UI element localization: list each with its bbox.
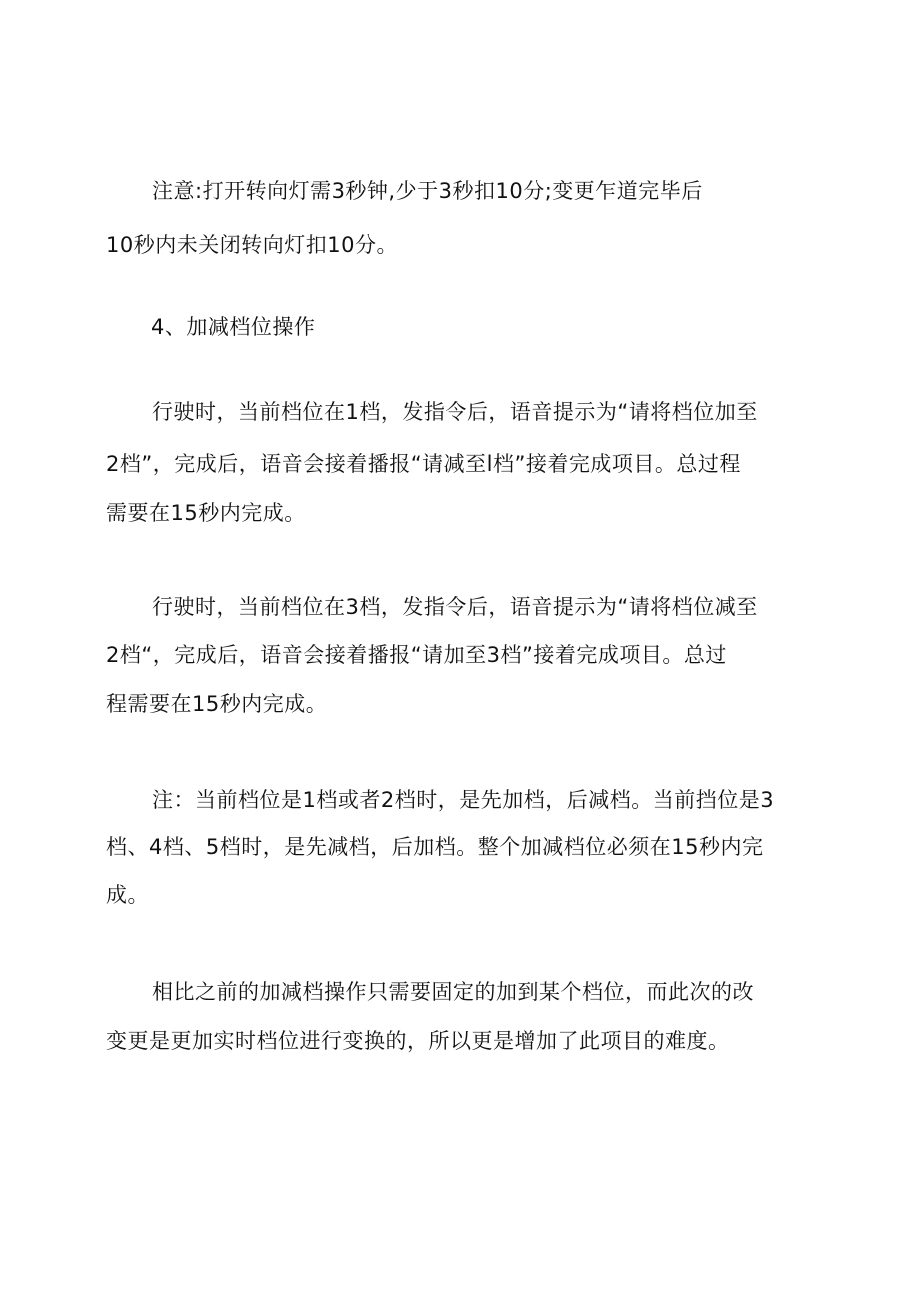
- text-line: 行驶时，当前档位在3档，发指令后，语音提示为“请将档位减至: [152, 595, 758, 619]
- text-line: 相比之前的加减档操作只需要固定的加到某个档位，而此次的改: [152, 980, 754, 1004]
- text-line: 10秒内未关闭转向灯扣10分。: [106, 233, 398, 257]
- text-line: 行驶时，当前档位在1档，发指令后，语音提示为“请将档位加至: [152, 400, 758, 424]
- text-line: 程需要在15秒内完成。: [106, 692, 328, 716]
- text-line: 需要在15秒内完成。: [106, 501, 306, 525]
- text-line: 成。: [106, 883, 149, 907]
- text-line: 注：当前档位是1档或者2档时，是先加档，后减档。当前挡位是3: [152, 788, 775, 812]
- text-line: 档、4档、5档时，是先减档，后加档。整个加减档位必须在15秒内完: [106, 835, 764, 859]
- text-line: 注意:打开转向灯需3秒钟,少于3秒扣10分;变更乍道完毕后: [152, 179, 703, 203]
- text-line: 变更是更加实时档位进行变换的，所以更是增加了此项目的难度。: [106, 1029, 730, 1053]
- text-line: 2档”，完成后，语音会接着播报“请减至l档”接着完成项目。总过程: [106, 452, 741, 476]
- section-heading: 4、加减档位操作: [151, 315, 316, 339]
- text-line: 2档“，完成后，语音会接着播报“请加至3档”接着完成项目。总过: [106, 643, 727, 667]
